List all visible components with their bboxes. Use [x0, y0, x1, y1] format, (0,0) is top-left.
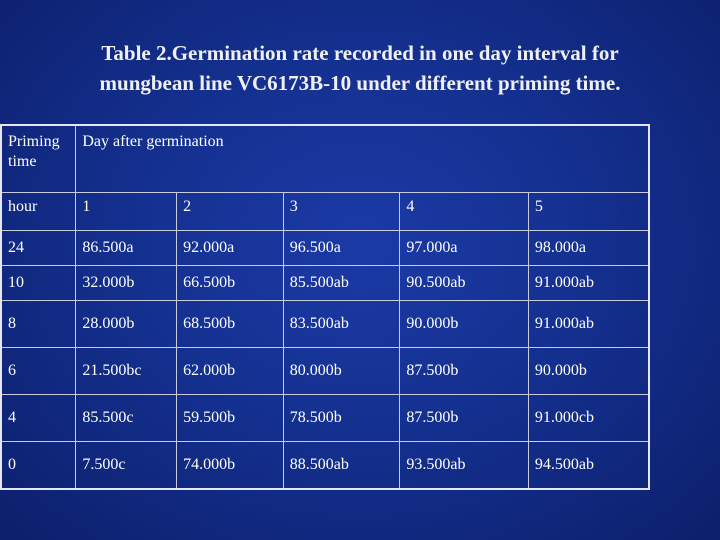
table-cell: 66.500b — [177, 266, 284, 301]
table-cell: 32.000b — [76, 266, 177, 301]
table-cell: 90.000b — [528, 348, 649, 395]
table-cell: 85.500ab — [283, 266, 400, 301]
table-cell: 0 — [1, 442, 76, 490]
table-cell: 92.000a — [177, 231, 284, 266]
table-subheader-row — [1, 193, 649, 231]
table-cell: 59.500b — [177, 395, 284, 442]
subheader-cell: 2 — [177, 193, 284, 231]
table-cell: 91.000cb — [528, 395, 649, 442]
table-cell: 96.500a — [283, 231, 400, 266]
table-cell: 83.500ab — [283, 301, 400, 348]
table-row — [1, 301, 649, 348]
table-row — [1, 266, 649, 301]
subheader-cell: hour — [1, 193, 76, 231]
table-cell: 24 — [1, 231, 76, 266]
table-row — [1, 231, 649, 266]
table-cell: 74.000b — [177, 442, 284, 490]
table-cell: 91.000ab — [528, 301, 649, 348]
table-cell: 28.000b — [76, 301, 177, 348]
table-cell: 8 — [1, 301, 76, 348]
header-day-after-germination: Day after germination — [76, 125, 649, 193]
table-cell: 80.000b — [283, 348, 400, 395]
subheader-cell: 5 — [528, 193, 649, 231]
title-line-2: mungbean line VC6173B-10 under different priming time. — [99, 71, 621, 95]
table-cell: 97.000a — [400, 231, 529, 266]
table-cell: 85.500c — [76, 395, 177, 442]
table-cell: 78.500b — [283, 395, 400, 442]
table-cell: 91.000ab — [528, 266, 649, 301]
table-cell: 4 — [1, 395, 76, 442]
slide-title — [0, 38, 720, 98]
table-header-row — [1, 125, 649, 193]
table-cell: 10 — [1, 266, 76, 301]
table-cell: 87.500b — [400, 348, 529, 395]
subheader-cell: 1 — [76, 193, 177, 231]
table-cell: 98.000a — [528, 231, 649, 266]
table-cell: 87.500b — [400, 395, 529, 442]
table-cell: 62.000b — [177, 348, 284, 395]
table-cell: 94.500ab — [528, 442, 649, 490]
table-cell: 6 — [1, 348, 76, 395]
table-cell: 93.500ab — [400, 442, 529, 490]
table-cell: 90.500ab — [400, 266, 529, 301]
title-line-1: Table 2.Germination rate recorded in one day interval for — [101, 41, 619, 65]
germination-table — [0, 124, 650, 490]
subheader-cell: 4 — [400, 193, 529, 231]
table-cell: 21.500bc — [76, 348, 177, 395]
table-cell: 68.500b — [177, 301, 284, 348]
table-cell: 90.000b — [400, 301, 529, 348]
subheader-cell: 3 — [283, 193, 400, 231]
table-cell: 7.500c — [76, 442, 177, 490]
table-cell: 88.500ab — [283, 442, 400, 490]
table-row — [1, 395, 649, 442]
table-cell: 86.500a — [76, 231, 177, 266]
header-priming-time: Priming time — [1, 125, 76, 193]
table-row — [1, 348, 649, 395]
table-row — [1, 442, 649, 490]
